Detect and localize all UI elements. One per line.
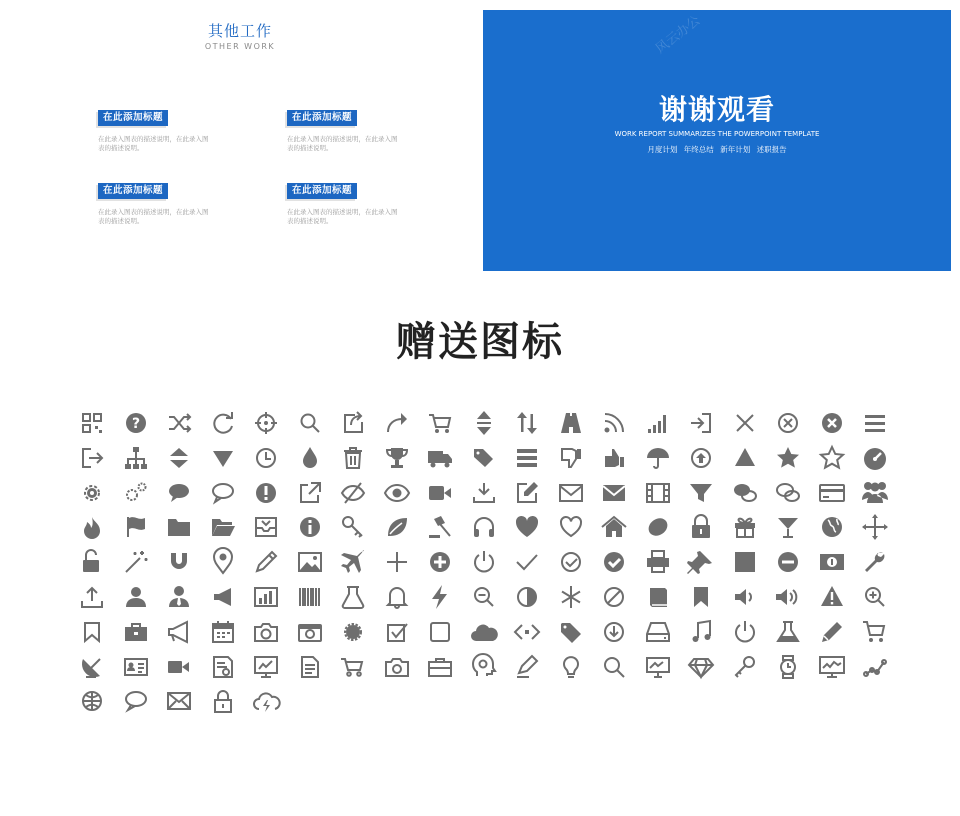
plane-icon	[335, 544, 371, 580]
asterisk-icon	[553, 579, 589, 615]
bookmark-icon	[683, 579, 719, 615]
qrcode-icon	[74, 405, 110, 441]
thumbs-down-icon	[553, 440, 589, 476]
list-icon	[509, 440, 545, 476]
card-description: 在此录入图表的描述说明，在此录入图表的描述说明。	[98, 135, 209, 152]
star-icon	[770, 440, 806, 476]
check-circle-outline-icon	[553, 544, 589, 580]
road-icon	[553, 405, 589, 441]
home-icon	[596, 509, 632, 545]
mail-outline-icon	[161, 683, 197, 719]
monitor-graph-icon	[814, 649, 850, 685]
upload-icon	[74, 579, 110, 615]
truck-icon	[422, 440, 458, 476]
shuffle-icon	[161, 405, 197, 441]
user-tie-icon	[161, 579, 197, 615]
thanks-title: 谢谢观看	[658, 93, 775, 126]
card-heading: 在此添加标题	[98, 110, 168, 126]
close-x-icon	[727, 405, 763, 441]
adjust-icon	[509, 579, 545, 615]
lemon-icon	[640, 509, 676, 545]
gears-icon	[118, 475, 154, 511]
tag-icon	[553, 614, 589, 650]
menu-icon	[857, 405, 893, 441]
briefcase-outline-icon	[422, 649, 458, 685]
cocktail-icon	[770, 509, 806, 545]
checkbox-empty-icon	[422, 614, 458, 650]
flask-icon	[770, 614, 806, 650]
lightbulb-icon	[553, 649, 589, 685]
code-icon	[509, 614, 545, 650]
stop-icon	[727, 544, 763, 580]
heart-outline-icon	[553, 509, 589, 545]
folder-icon	[161, 509, 197, 545]
star-outline-icon	[814, 440, 850, 476]
content-card	[287, 178, 437, 225]
redo-arrow-icon	[379, 405, 415, 441]
flag-icon	[118, 509, 154, 545]
watch-icon	[770, 649, 806, 685]
music-icon	[683, 614, 719, 650]
video-camera-icon	[422, 475, 458, 511]
card-description: 在此录入图表的描述说明，在此录入图表的描述说明。	[98, 208, 209, 225]
calendar-icon	[205, 614, 241, 650]
chat-outline-icon	[205, 475, 241, 511]
dashboard-icon	[857, 440, 893, 476]
thumbs-up-icon	[596, 440, 632, 476]
check-circle-icon	[596, 544, 632, 580]
highlighter-icon	[509, 649, 545, 685]
bolt-icon	[422, 579, 458, 615]
resize-vertical-icon	[466, 405, 502, 441]
sort-icon	[509, 405, 545, 441]
gear-icon	[74, 475, 110, 511]
chat-icon	[161, 475, 197, 511]
presentation-icon	[640, 649, 676, 685]
close-circle-icon	[814, 405, 850, 441]
triangle-icon	[727, 440, 763, 476]
ban-icon	[596, 579, 632, 615]
cart-outline-icon	[335, 649, 371, 685]
inbox-icon	[248, 509, 284, 545]
zoom-out-icon	[466, 579, 502, 615]
rss-icon	[596, 405, 632, 441]
bullhorn-icon	[161, 614, 197, 650]
heart-icon	[509, 509, 545, 545]
bookmark-outline-icon	[74, 614, 110, 650]
refresh-icon	[205, 405, 241, 441]
edit-icon	[509, 475, 545, 511]
content-card	[98, 105, 248, 152]
folder-open-icon	[205, 509, 241, 545]
trophy-icon	[379, 440, 415, 476]
thanks-subtitle: WORK REPORT SUMMARIZES THE POWERPOINT TEMPLATE	[614, 130, 820, 138]
minus-circle-icon	[770, 544, 806, 580]
cart-icon	[422, 405, 458, 441]
volume-up-icon	[770, 579, 806, 615]
pencil-icon	[248, 544, 284, 580]
card-heading: 在此添加标题	[98, 183, 168, 199]
scatter-line-icon	[857, 649, 893, 685]
eye-icon	[379, 475, 415, 511]
eye-slash-icon	[335, 475, 371, 511]
card-heading: 在此添加标题	[287, 183, 357, 199]
external-link-icon	[292, 475, 328, 511]
envelope-icon	[596, 475, 632, 511]
tags-icon	[466, 440, 502, 476]
card-description: 在此录入图表的描述说明，在此录入图表的描述说明。	[287, 208, 398, 225]
volume-down-icon	[727, 579, 763, 615]
arrow-up-circle-icon	[683, 440, 719, 476]
key-outline-icon	[727, 649, 763, 685]
cloud-icon	[466, 614, 502, 650]
magnifier-icon	[596, 649, 632, 685]
share-icon	[335, 405, 371, 441]
diploma-icon	[205, 649, 241, 685]
money-icon	[814, 544, 850, 580]
pushpin-icon	[683, 544, 719, 580]
fire-icon	[74, 509, 110, 545]
speech-bubble-icon	[118, 683, 154, 719]
bar-chart-icon	[248, 579, 284, 615]
film-icon	[640, 475, 676, 511]
key-icon	[335, 509, 371, 545]
satellite-dish-icon	[74, 649, 110, 685]
content-card	[98, 178, 248, 225]
thanks-tags: 月度计划 年终总结 新年计划 述职报告	[647, 145, 787, 154]
other-work-header	[190, 20, 290, 51]
warning-icon	[814, 579, 850, 615]
thanks-slide	[483, 10, 951, 271]
alert-circle-icon	[248, 475, 284, 511]
check-icon	[509, 544, 545, 580]
document-icon	[292, 649, 328, 685]
diamond-icon	[683, 649, 719, 685]
info-icon	[292, 509, 328, 545]
power-icon	[466, 544, 502, 580]
wrench-icon	[857, 544, 893, 580]
picture-icon	[292, 544, 328, 580]
watermark: 风云办公	[653, 13, 704, 57]
comments-icon	[727, 475, 763, 511]
head-brain-icon	[466, 649, 502, 685]
clock-icon	[248, 440, 284, 476]
slide-subtitle: OTHER WORK	[204, 42, 276, 51]
trash-icon	[335, 440, 371, 476]
pencil-alt-icon	[814, 614, 850, 650]
map-marker-icon	[205, 544, 241, 580]
print-icon	[640, 544, 676, 580]
credit-card-icon	[814, 475, 850, 511]
question-icon	[118, 405, 154, 441]
magnet-icon	[161, 544, 197, 580]
camera-icon	[248, 614, 284, 650]
monitor-chart-icon	[248, 649, 284, 685]
section-title: 赠送图标	[396, 319, 564, 365]
svg-text:?: ?	[131, 416, 140, 432]
camera-outline-icon	[379, 649, 415, 685]
magic-wand-icon	[118, 544, 154, 580]
caret-down-icon	[205, 440, 241, 476]
padlock-outline-icon	[205, 683, 241, 719]
plus-circle-icon	[422, 544, 458, 580]
briefcase-icon	[118, 614, 154, 650]
download-tray-icon	[466, 475, 502, 511]
book-icon	[640, 579, 676, 615]
globe-icon	[814, 509, 850, 545]
group-icon	[857, 475, 893, 511]
circle-arrow-down-icon	[596, 614, 632, 650]
checkbox-icon	[379, 614, 415, 650]
card-description: 在此录入图表的描述说明，在此录入图表的描述说明。	[287, 135, 398, 152]
lock-icon	[683, 509, 719, 545]
headphones-icon	[466, 509, 502, 545]
content-card	[287, 105, 437, 152]
hdd-icon	[640, 614, 676, 650]
umbrella-icon	[640, 440, 676, 476]
camera-retro-icon	[292, 614, 328, 650]
beaker-icon	[335, 579, 371, 615]
gift-icon	[727, 509, 763, 545]
sign-in-icon	[683, 405, 719, 441]
slide-title: 其他工作	[207, 22, 272, 40]
certificate-icon	[335, 614, 371, 650]
shopping-cart-icon	[857, 614, 893, 650]
filter-icon	[683, 475, 719, 511]
envelope-outline-icon	[553, 475, 589, 511]
barcode-icon	[292, 579, 328, 615]
sitemap-icon	[118, 440, 154, 476]
sign-out-icon	[74, 440, 110, 476]
close-circle-outline-icon	[770, 405, 806, 441]
leaf-icon	[379, 509, 415, 545]
signal-bars-icon	[640, 405, 676, 441]
bell-icon	[379, 579, 415, 615]
unlock-icon	[74, 544, 110, 580]
crosshair-icon	[248, 405, 284, 441]
megaphone-icon	[205, 579, 241, 615]
user-icon	[118, 579, 154, 615]
gavel-icon	[422, 509, 458, 545]
id-card-icon	[118, 649, 154, 685]
move-icon	[857, 509, 893, 545]
zoom-in-icon	[857, 579, 893, 615]
cloud-power-icon	[248, 683, 284, 719]
globe-outline-icon	[74, 683, 110, 719]
power-off-icon	[727, 614, 763, 650]
comments-outline-icon	[770, 475, 806, 511]
drop-icon	[292, 440, 328, 476]
expand-collapse-icon	[161, 440, 197, 476]
card-heading: 在此添加标题	[287, 110, 357, 126]
video-icon	[161, 649, 197, 685]
plus-icon	[379, 544, 415, 580]
search-icon	[292, 405, 328, 441]
